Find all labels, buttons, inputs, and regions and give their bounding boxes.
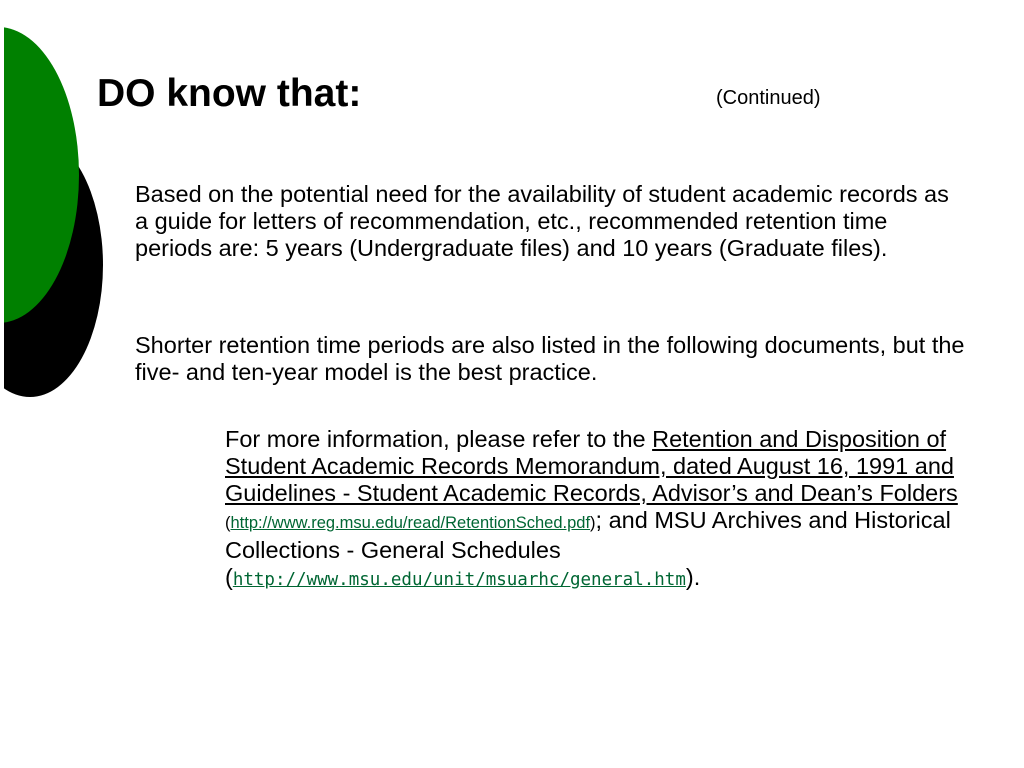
close-paren-1: ): [590, 514, 596, 532]
paragraph-more-information: [225, 426, 985, 594]
paragraph-shorter-periods: Shorter retention time periods are also listed in the following documents, but the five- and ten-year model is the best practice.: [135, 332, 965, 385]
archives-text: ; and MSU Archives and Historical Collections - General Schedules: [225, 507, 951, 563]
more-info-intro: For more information, please refer to the: [225, 426, 653, 452]
close-paren-2: ).: [685, 564, 701, 590]
slide-title: DO know that:: [97, 72, 362, 115]
decor-left-edge: [0, 0, 4, 400]
continued-label: (Continued): [716, 87, 821, 109]
slide-decoration: [0, 0, 110, 400]
paragraph-retention-periods: Based on the potential need for the availability of student academic records as a guide for letters of recommendation, etc., recommended retention time periods are: 5 years (Undergraduate files) and 10 years (Graduate files).: [135, 181, 949, 261]
open-paren-1: (: [225, 514, 231, 532]
general-schedules-link[interactable]: http://www.msu.edu/unit/msuarhc/general.htm: [232, 570, 686, 590]
open-paren-2: (: [225, 564, 233, 590]
retention-schedule-link[interactable]: http://www.reg.msu.edu/read/RetentionSched.pdf: [230, 514, 591, 532]
memorandum-title: Retention and Disposition of Student Academic Records Memorandum, dated August 16, 1991 and Guidelines - Student Academic Records, Advisor’s and Dean’s Folders: [225, 426, 958, 506]
